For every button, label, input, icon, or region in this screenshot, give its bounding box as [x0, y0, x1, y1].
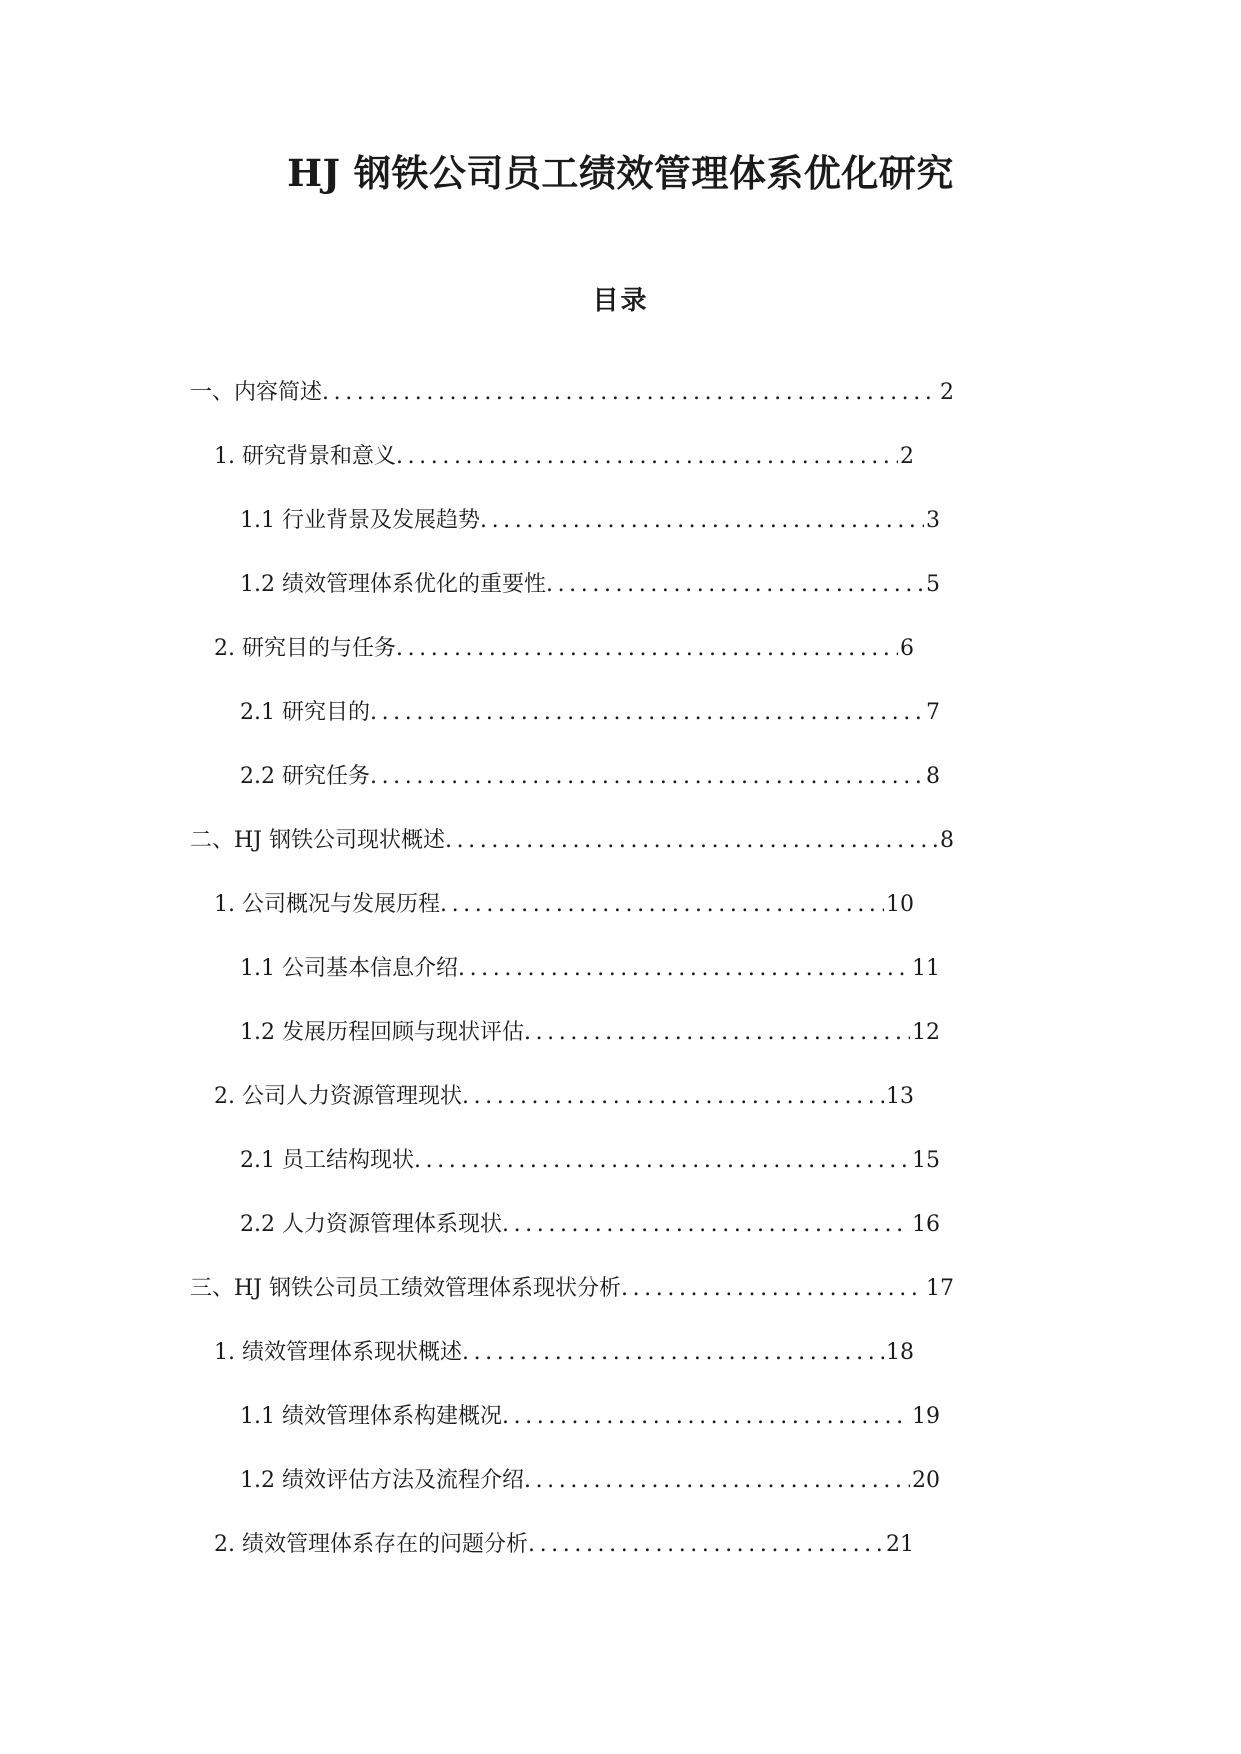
toc-page-number: 16: [912, 1212, 940, 1237]
toc-page-number: 6: [900, 636, 914, 661]
toc-leader-dots: [621, 1274, 924, 1304]
document-title: HJ 钢铁公司员工绩效管理体系优化研究: [287, 151, 954, 195]
toc-page-number: 7: [926, 700, 940, 725]
toc-leader-dots: [546, 570, 924, 600]
toc-entry-subsection[interactable]: [240, 1402, 940, 1432]
toc-leader-dots: [462, 1082, 884, 1112]
toc-page-number: 19: [912, 1404, 940, 1429]
toc-entry-label: 一、内容简述: [190, 380, 323, 405]
toc-entry-subsection[interactable]: [240, 762, 940, 792]
toc-entry-label: 2. 研究目的与任务: [214, 636, 396, 661]
toc-leader-dots: [524, 1466, 910, 1496]
toc-page-number: 12: [912, 1020, 940, 1045]
toc-leader-dots: [440, 890, 884, 920]
toc-page-number: 20: [912, 1468, 940, 1493]
toc-entry-section[interactable]: [214, 1082, 914, 1112]
toc-entry-label: 1.1 公司基本信息介绍: [240, 956, 458, 981]
toc-page-number: 15: [912, 1148, 940, 1173]
toc-entry-subsection[interactable]: [240, 1146, 940, 1176]
toc-entry-label: 1. 研究背景和意义: [214, 444, 396, 469]
toc-page-number: 2: [940, 380, 954, 405]
toc-entry-label: 1. 公司概况与发展历程: [214, 892, 440, 917]
toc-entry-subsection[interactable]: [240, 1018, 940, 1048]
toc-leader-dots: [370, 762, 924, 792]
toc-entry-label: 2.2 研究任务: [240, 764, 370, 789]
toc-entry-subsection[interactable]: [240, 1466, 940, 1496]
toc-leader-dots: [322, 378, 938, 408]
toc-entry-chapter-3[interactable]: [190, 1274, 954, 1304]
toc-leader-dots: [370, 698, 924, 728]
toc-entry-subsection[interactable]: [240, 570, 940, 600]
toc-page-number: 13: [886, 1084, 914, 1109]
toc-leader-dots: [396, 634, 898, 664]
toc-entry-label: 三、HJ 钢铁公司员工绩效管理体系现状分析: [190, 1276, 621, 1301]
toc-entry-section[interactable]: [214, 1338, 914, 1368]
toc-entry-label: 二、HJ 钢铁公司现状概述: [190, 828, 445, 853]
toc-entry-label: 2.1 研究目的: [240, 700, 370, 725]
toc-entry-label: 2.2 人力资源管理体系现状: [240, 1212, 502, 1237]
toc-leader-dots: [458, 954, 910, 984]
toc-entry-label: 2. 绩效管理体系存在的问题分析: [214, 1532, 528, 1557]
toc-entry-label: 1.2 发展历程回顾与现状评估: [240, 1020, 524, 1045]
toc-entry-label: 2.1 员工结构现状: [240, 1148, 414, 1173]
toc-page-number: 3: [926, 508, 940, 533]
toc-page-number: 8: [940, 828, 954, 853]
toc-page-number: 17: [926, 1276, 954, 1301]
toc-entry-label: 1.1 绩效管理体系构建概况: [240, 1404, 502, 1429]
toc-entry-label: 1. 绩效管理体系现状概述: [214, 1340, 462, 1365]
toc-leader-dots: [524, 1018, 910, 1048]
toc-entry-chapter-1[interactable]: [190, 378, 954, 408]
toc-entry-section[interactable]: [214, 634, 914, 664]
toc-entry-section[interactable]: [214, 890, 914, 920]
toc-leader-dots: [502, 1402, 910, 1432]
toc-entry-label: 1.2 绩效管理体系优化的重要性: [240, 572, 546, 597]
toc-entry-label: 1.2 绩效评估方法及流程介绍: [240, 1468, 524, 1493]
toc-heading: 目录: [592, 286, 649, 316]
toc-page-number: 11: [912, 956, 940, 981]
toc-entry-label: 1.1 行业背景及发展趋势: [240, 508, 480, 533]
toc-entry-section[interactable]: [214, 442, 914, 472]
toc-leader-dots: [462, 1338, 884, 1368]
toc-entry-chapter-2[interactable]: [190, 826, 954, 856]
toc-page-number: 2: [900, 444, 914, 469]
toc-entry-subsection[interactable]: [240, 1210, 940, 1240]
toc-page-number: 8: [926, 764, 940, 789]
toc-leader-dots: [445, 826, 938, 856]
toc-leader-dots: [528, 1530, 884, 1560]
toc-page-number: 21: [886, 1532, 914, 1557]
toc-page-number: 10: [886, 892, 914, 917]
toc-entry-section[interactable]: [214, 1530, 914, 1560]
toc-page-number: 5: [926, 572, 940, 597]
toc-leader-dots: [396, 442, 898, 472]
toc-entry-subsection[interactable]: [240, 698, 940, 728]
toc-leader-dots: [414, 1146, 910, 1176]
toc-entry-subsection[interactable]: [240, 954, 940, 984]
toc-entry-subsection[interactable]: [240, 506, 940, 536]
toc-leader-dots: [480, 506, 924, 536]
toc-page-number: 18: [886, 1340, 914, 1365]
toc-entry-label: 2. 公司人力资源管理现状: [214, 1084, 462, 1109]
toc-leader-dots: [502, 1210, 910, 1240]
